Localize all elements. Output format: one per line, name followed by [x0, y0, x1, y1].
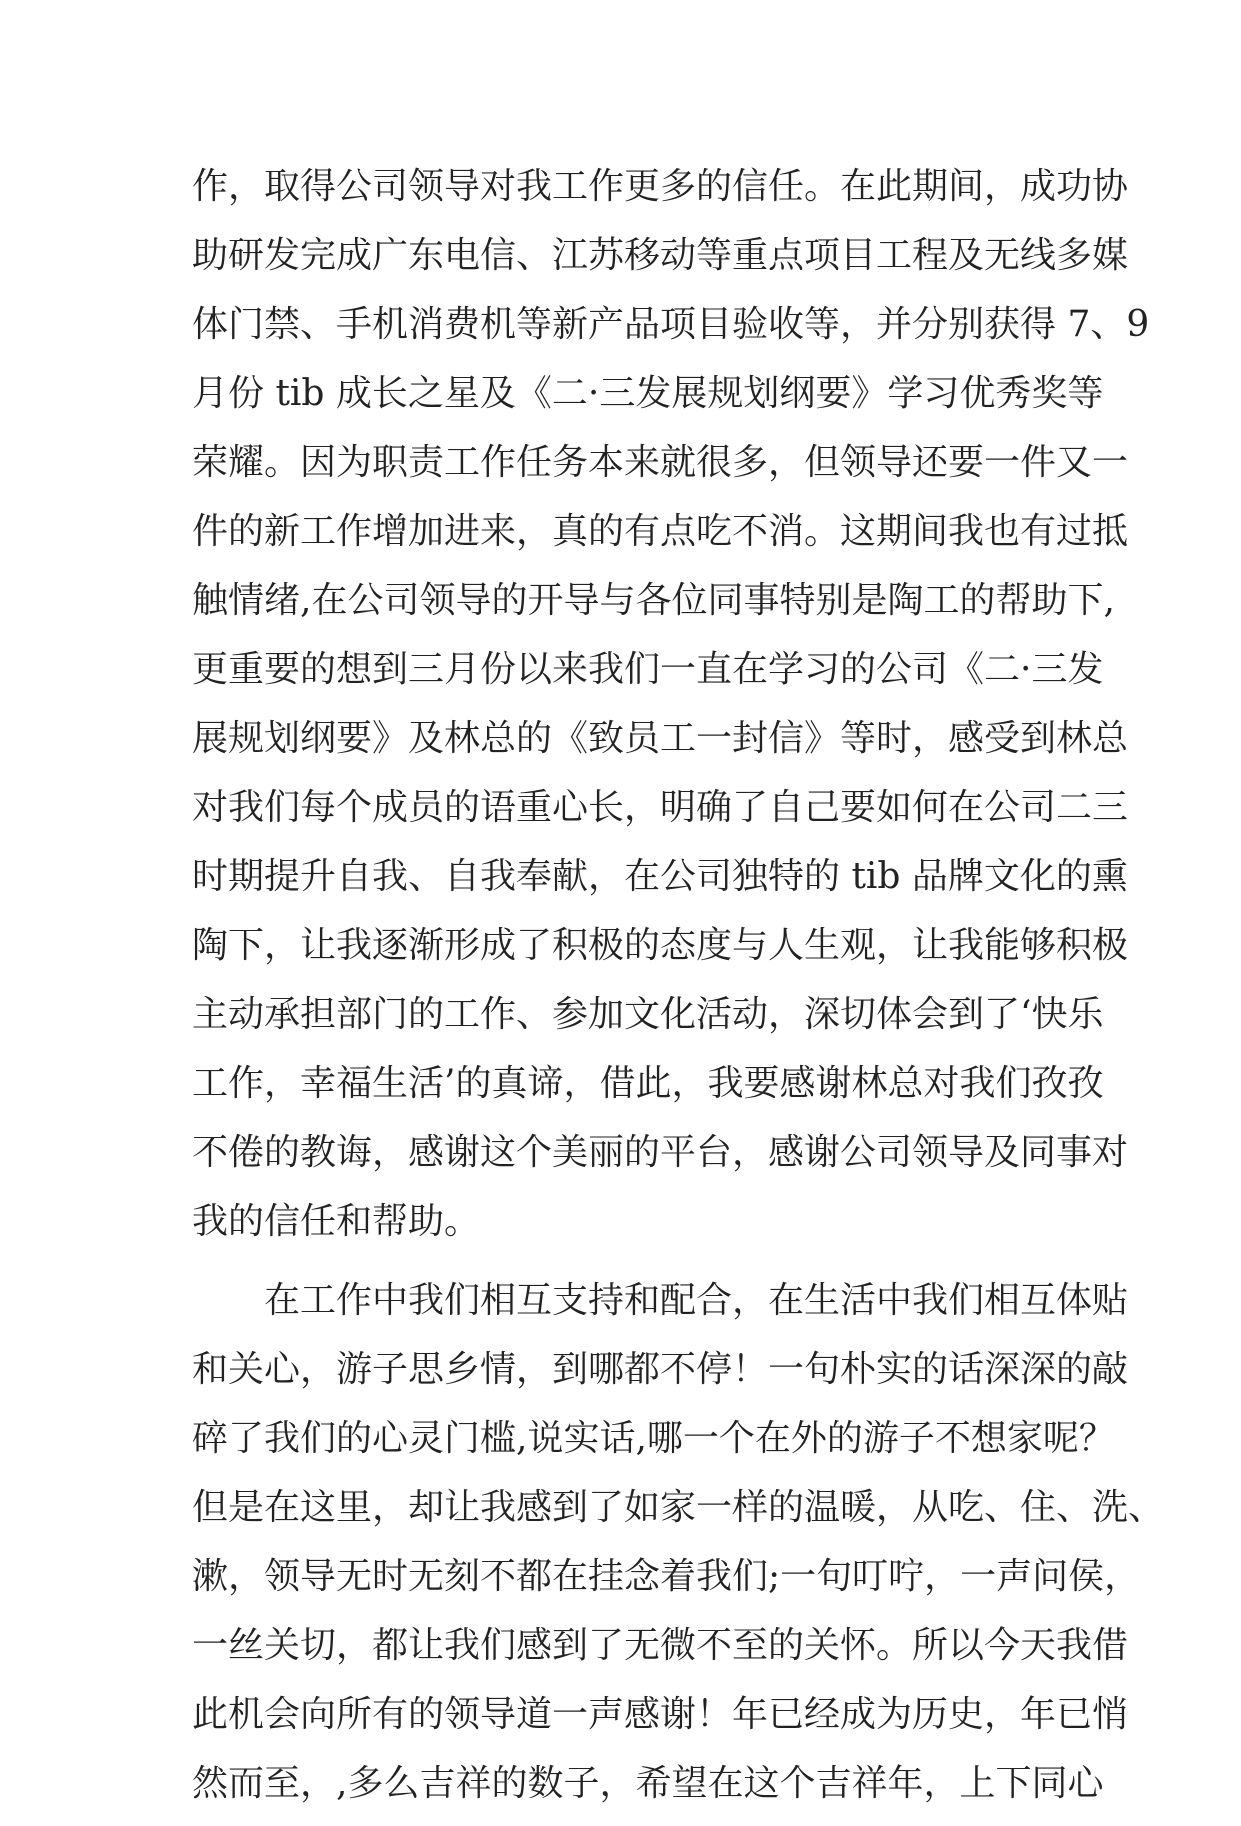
text-line: 助研发完成广东电信、江苏移动等重点项目工程及无线多媒 [192, 235, 1129, 276]
text-line: 碎了我们的心灵门槛,说实话,哪一个在外的游子不想家呢？ [192, 1418, 1115, 1459]
paragraph-1 [192, 160, 1150, 1249]
text-line: 荣耀。因为职责工作任务本来就很多，但领导还要一件又一 [192, 442, 1129, 483]
text-line: 更重要的想到三月份以来我们一直在学习的公司《二·三发 [192, 649, 1104, 690]
text-line: 主动承担部门的工作、参加文化活动，深切体会到了‘快乐 [192, 994, 1104, 1035]
text-line: 时期提升自我、自我奉献，在公司独特的 tib 品牌文化的熏 [192, 856, 1128, 897]
text-line: 月份 tib 成长之星及《二·三发展规划纲要》学习优秀奖等 [192, 373, 1104, 414]
text-line: 不倦的教诲，感谢这个美丽的平台，感谢公司领导及同事对 [192, 1132, 1129, 1173]
text-line: 陶下，让我逐渐形成了积极的态度与人生观，让我能够积极 [192, 925, 1129, 966]
text-line: 然而至，,多么吉祥的数子，希望在这个吉祥年，上下同心 [192, 1763, 1104, 1804]
text-line: 体门禁、手机消费机等新产品项目验收等，并分别获得 7、9 [192, 304, 1150, 345]
text-line: 一丝关切，都让我们感到了无微不至的关怀。所以今天我借 [192, 1625, 1129, 1666]
paragraph-spacer [192, 1264, 1056, 1274]
text-line: 展规划纲要》及林总的《致员工一封信》等时，感受到林总 [192, 718, 1129, 759]
document-body [192, 160, 1165, 1826]
text-line: 作，取得公司领导对我工作更多的信任。在此期间，成功协 [192, 166, 1129, 207]
text-line: 在工作中我们相互支持和配合，在生活中我们相互体贴 [264, 1280, 1129, 1321]
text-line: 我的信任和帮助。 [192, 1201, 481, 1242]
text-line: 此机会向所有的领导道一声感谢！年已经成为历史，年已悄 [192, 1694, 1129, 1735]
text-line: 和关心，游子思乡情，到哪都不停！一句朴实的话深深的敲 [192, 1349, 1129, 1390]
text-line: 漱，领导无时无刻不都在挂念着我们;一句叮咛，一声问侯， [192, 1556, 1141, 1597]
text-line: 但是在这里，却让我感到了如家一样的温暖，从吃、住、洗、 [192, 1487, 1165, 1528]
text-line: 工作，幸福生活’的真谛，借此，我要感谢林总对我们孜孜 [192, 1063, 1104, 1104]
text-line: 对我们每个成员的语重心长，明确了自己要如何在公司二三 [192, 787, 1129, 828]
text-line: 触情绪,在公司领导的开导与各位同事特别是陶工的帮助下, [192, 580, 1115, 621]
paragraph-2 [192, 1274, 1165, 1811]
text-line: 件的新工作增加进来，真的有点吃不消。这期间我也有过抵 [192, 511, 1129, 552]
